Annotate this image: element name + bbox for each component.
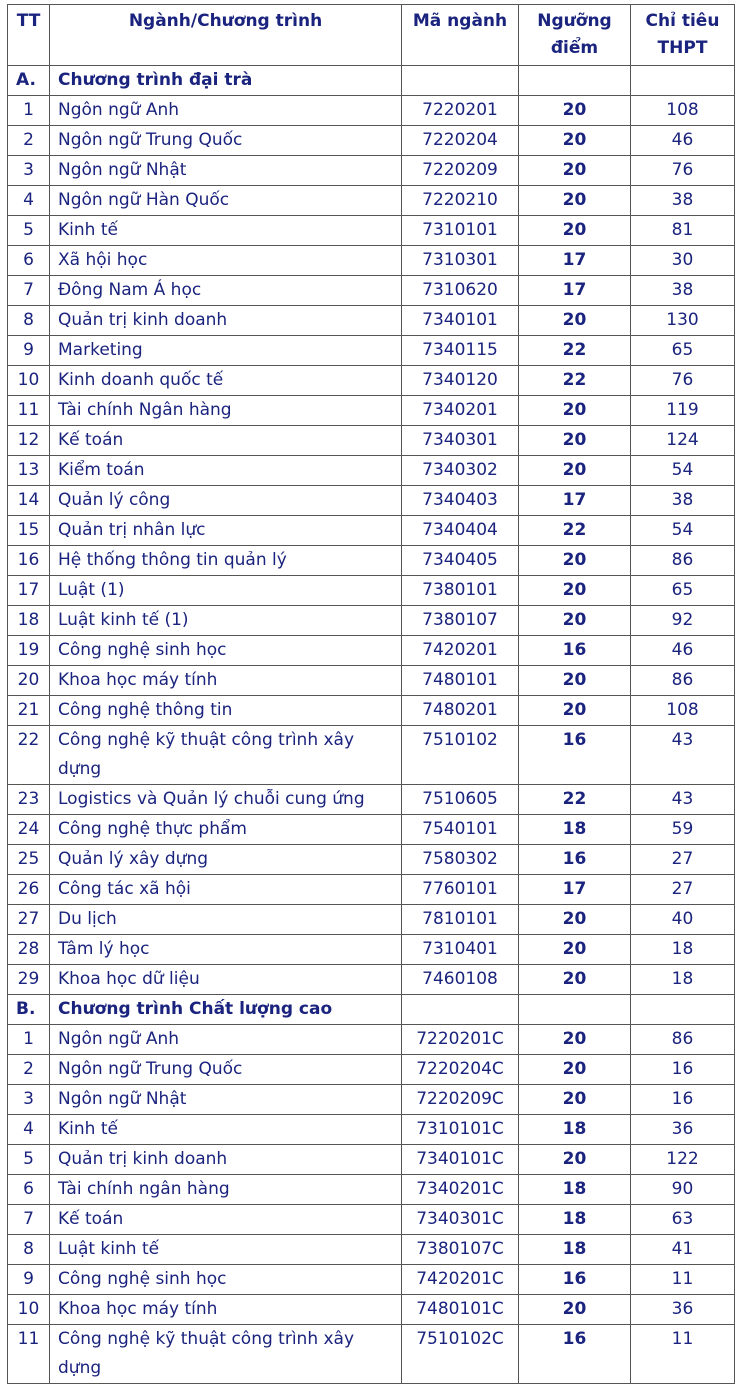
threshold-score: 18 — [519, 1115, 631, 1145]
program-code: 7310301 — [402, 246, 519, 276]
row-number: 8 — [8, 1235, 50, 1265]
table-row — [8, 306, 735, 336]
program-name: Quản trị nhân lực — [50, 516, 402, 546]
header-program: Ngành/Chương trình — [50, 5, 402, 66]
quota-value: 11 — [631, 1265, 735, 1295]
program-code: 7580302 — [402, 845, 519, 875]
program-name: Khoa học dữ liệu — [50, 965, 402, 995]
program-name: Quản trị kinh doanh — [50, 1145, 402, 1175]
header-quota: Chỉ tiêu THPT — [631, 5, 735, 66]
row-number: 19 — [8, 636, 50, 666]
row-number: 6 — [8, 246, 50, 276]
program-code: 7310101C — [402, 1115, 519, 1145]
quota-value: 86 — [631, 666, 735, 696]
table-row — [8, 1085, 735, 1115]
quota-value: 76 — [631, 156, 735, 186]
program-code: 7220209 — [402, 156, 519, 186]
quota-value: 108 — [631, 696, 735, 726]
program-code: 7310620 — [402, 276, 519, 306]
table-row — [8, 1265, 735, 1295]
program-name: Quản lý công — [50, 486, 402, 516]
threshold-score: 20 — [519, 426, 631, 456]
quota-value: 54 — [631, 456, 735, 486]
program-code: 7810101 — [402, 905, 519, 935]
quota-value: 41 — [631, 1235, 735, 1265]
program-code: 7220201C — [402, 1025, 519, 1055]
row-number: 10 — [8, 1295, 50, 1325]
quota-value: 124 — [631, 426, 735, 456]
threshold-score: 20 — [519, 1145, 631, 1175]
threshold-score: 20 — [519, 396, 631, 426]
table-row — [8, 186, 735, 216]
program-code: 7340201 — [402, 396, 519, 426]
row-number: 28 — [8, 935, 50, 965]
table-row — [8, 126, 735, 156]
table-row — [8, 246, 735, 276]
row-number: 29 — [8, 965, 50, 995]
quota-value: 27 — [631, 845, 735, 875]
row-number: 27 — [8, 905, 50, 935]
program-name: Logistics và Quản lý chuỗi cung ứng — [50, 785, 402, 815]
table-row — [8, 426, 735, 456]
row-number: 2 — [8, 126, 50, 156]
quota-value: 54 — [631, 516, 735, 546]
section-row — [8, 995, 735, 1025]
quota-value: 36 — [631, 1115, 735, 1145]
row-number: 21 — [8, 696, 50, 726]
program-code: 7540101 — [402, 815, 519, 845]
table-row — [8, 216, 735, 246]
quota-value: 16 — [631, 1085, 735, 1115]
table-row — [8, 336, 735, 366]
quota-value: 18 — [631, 965, 735, 995]
program-name: Luật kinh tế (1) — [50, 606, 402, 636]
table-row — [8, 636, 735, 666]
program-name: Đông Nam Á học — [50, 276, 402, 306]
threshold-score: 20 — [519, 696, 631, 726]
program-name: Luật (1) — [50, 576, 402, 606]
threshold-score: 20 — [519, 606, 631, 636]
row-number: 15 — [8, 516, 50, 546]
row-number: 20 — [8, 666, 50, 696]
quota-value: 76 — [631, 366, 735, 396]
row-number: 18 — [8, 606, 50, 636]
quota-value: 90 — [631, 1175, 735, 1205]
quota-value: 108 — [631, 96, 735, 126]
threshold-score: 18 — [519, 815, 631, 845]
quota-value: 38 — [631, 186, 735, 216]
quota-value: 38 — [631, 276, 735, 306]
program-name: Ngôn ngữ Nhật — [50, 156, 402, 186]
program-code: 7340101 — [402, 306, 519, 336]
table-row — [8, 96, 735, 126]
program-name: Xã hội học — [50, 246, 402, 276]
program-name: Kế toán — [50, 1205, 402, 1235]
table-row — [8, 366, 735, 396]
row-number: 9 — [8, 1265, 50, 1295]
threshold-score: 17 — [519, 276, 631, 306]
table-row — [8, 576, 735, 606]
row-number: 25 — [8, 845, 50, 875]
table-row — [8, 606, 735, 636]
threshold-score: 16 — [519, 845, 631, 875]
row-number: 22 — [8, 726, 50, 785]
empty-cell — [402, 995, 519, 1025]
program-code: 7340120 — [402, 366, 519, 396]
quota-value: 86 — [631, 1025, 735, 1055]
admission-table — [7, 4, 735, 1384]
program-name: Tài chính ngân hàng — [50, 1175, 402, 1205]
row-number: 11 — [8, 396, 50, 426]
program-code: 7480201 — [402, 696, 519, 726]
program-code: 7380107 — [402, 606, 519, 636]
admission-table-container — [7, 4, 735, 1384]
quota-value: 16 — [631, 1055, 735, 1085]
table-row — [8, 785, 735, 815]
threshold-score: 16 — [519, 636, 631, 666]
threshold-score: 18 — [519, 1235, 631, 1265]
row-number: 16 — [8, 546, 50, 576]
program-name: Ngôn ngữ Anh — [50, 96, 402, 126]
program-code: 7340404 — [402, 516, 519, 546]
row-number: 11 — [8, 1325, 50, 1384]
program-code: 7220209C — [402, 1085, 519, 1115]
quota-value: 46 — [631, 636, 735, 666]
program-code: 7420201C — [402, 1265, 519, 1295]
program-code: 7340101C — [402, 1145, 519, 1175]
program-name: Ngôn ngữ Hàn Quốc — [50, 186, 402, 216]
table-row — [8, 1205, 735, 1235]
threshold-score: 18 — [519, 1175, 631, 1205]
program-code: 7310401 — [402, 935, 519, 965]
threshold-score: 16 — [519, 726, 631, 785]
table-header-row — [8, 5, 735, 66]
row-number: 24 — [8, 815, 50, 845]
row-number: 10 — [8, 366, 50, 396]
header-code: Mã ngành — [402, 5, 519, 66]
section-title: Chương trình Chất lượng cao — [50, 995, 402, 1025]
quota-value: 122 — [631, 1145, 735, 1175]
table-row — [8, 965, 735, 995]
table-row — [8, 1115, 735, 1145]
program-code: 7760101 — [402, 875, 519, 905]
program-code: 7340115 — [402, 336, 519, 366]
quota-value: 46 — [631, 126, 735, 156]
threshold-score: 17 — [519, 246, 631, 276]
program-name: Khoa học máy tính — [50, 1295, 402, 1325]
row-number: 1 — [8, 96, 50, 126]
threshold-score: 16 — [519, 1325, 631, 1384]
table-row — [8, 905, 735, 935]
quota-value: 27 — [631, 875, 735, 905]
program-code: 7220201 — [402, 96, 519, 126]
table-row — [8, 815, 735, 845]
table-body — [8, 66, 735, 1384]
program-code: 7510102C — [402, 1325, 519, 1384]
quota-value: 65 — [631, 576, 735, 606]
empty-cell — [519, 66, 631, 96]
program-name: Kế toán — [50, 426, 402, 456]
threshold-score: 16 — [519, 1265, 631, 1295]
row-number: 17 — [8, 576, 50, 606]
program-code: 7480101C — [402, 1295, 519, 1325]
row-number: 3 — [8, 1085, 50, 1115]
program-name: Ngôn ngữ Nhật — [50, 1085, 402, 1115]
quota-value: 38 — [631, 486, 735, 516]
program-name: Kinh tế — [50, 216, 402, 246]
program-name: Quản lý xây dựng — [50, 845, 402, 875]
threshold-score: 20 — [519, 666, 631, 696]
threshold-score: 20 — [519, 546, 631, 576]
program-name: Du lịch — [50, 905, 402, 935]
program-code: 7510102 — [402, 726, 519, 785]
threshold-score: 20 — [519, 965, 631, 995]
threshold-score: 20 — [519, 216, 631, 246]
program-code: 7340302 — [402, 456, 519, 486]
table-row — [8, 546, 735, 576]
program-code: 7420201 — [402, 636, 519, 666]
quota-value: 18 — [631, 935, 735, 965]
program-code: 7340301C — [402, 1205, 519, 1235]
threshold-score: 20 — [519, 186, 631, 216]
quota-value: 81 — [631, 216, 735, 246]
threshold-score: 18 — [519, 1205, 631, 1235]
program-code: 7310101 — [402, 216, 519, 246]
table-row — [8, 845, 735, 875]
table-row — [8, 726, 735, 785]
program-code: 7480101 — [402, 666, 519, 696]
row-number: 26 — [8, 875, 50, 905]
table-row — [8, 1235, 735, 1265]
threshold-score: 22 — [519, 785, 631, 815]
table-row — [8, 875, 735, 905]
row-number: 2 — [8, 1055, 50, 1085]
empty-cell — [402, 66, 519, 96]
program-name: Ngôn ngữ Trung Quốc — [50, 126, 402, 156]
section-label: A. — [8, 66, 50, 96]
program-code: 7220204 — [402, 126, 519, 156]
quota-value: 63 — [631, 1205, 735, 1235]
quota-value: 130 — [631, 306, 735, 336]
table-row — [8, 396, 735, 426]
row-number: 5 — [8, 1145, 50, 1175]
threshold-score: 20 — [519, 1025, 631, 1055]
threshold-score: 20 — [519, 1295, 631, 1325]
header-tt: TT — [8, 5, 50, 66]
program-code: 7510605 — [402, 785, 519, 815]
empty-cell — [631, 995, 735, 1025]
table-row — [8, 1295, 735, 1325]
threshold-score: 20 — [519, 306, 631, 336]
program-name: Quản trị kinh doanh — [50, 306, 402, 336]
threshold-score: 20 — [519, 905, 631, 935]
program-code: 7340403 — [402, 486, 519, 516]
threshold-score: 20 — [519, 156, 631, 186]
table-row — [8, 156, 735, 186]
program-name: Ngôn ngữ Anh — [50, 1025, 402, 1055]
quota-value: 11 — [631, 1325, 735, 1384]
row-number: 5 — [8, 216, 50, 246]
program-code: 7340301 — [402, 426, 519, 456]
threshold-score: 20 — [519, 1085, 631, 1115]
table-row — [8, 1055, 735, 1085]
program-code: 7460108 — [402, 965, 519, 995]
program-name: Kiểm toán — [50, 456, 402, 486]
table-row — [8, 696, 735, 726]
quota-value: 36 — [631, 1295, 735, 1325]
threshold-score: 17 — [519, 486, 631, 516]
program-name: Kinh tế — [50, 1115, 402, 1145]
threshold-score: 22 — [519, 516, 631, 546]
row-number: 4 — [8, 1115, 50, 1145]
program-name: Công nghệ kỹ thuật công trình xây dựng — [50, 726, 402, 785]
row-number: 13 — [8, 456, 50, 486]
program-code: 7380101 — [402, 576, 519, 606]
program-name: Công nghệ sinh học — [50, 1265, 402, 1295]
program-code: 7220210 — [402, 186, 519, 216]
quota-value: 59 — [631, 815, 735, 845]
program-code: 7340405 — [402, 546, 519, 576]
threshold-score: 22 — [519, 336, 631, 366]
section-label: B. — [8, 995, 50, 1025]
program-name: Công tác xã hội — [50, 875, 402, 905]
row-number: 4 — [8, 186, 50, 216]
row-number: 3 — [8, 156, 50, 186]
program-code: 7340201C — [402, 1175, 519, 1205]
program-code: 7220204C — [402, 1055, 519, 1085]
table-row — [8, 276, 735, 306]
table-row — [8, 666, 735, 696]
empty-cell — [631, 66, 735, 96]
threshold-score: 17 — [519, 875, 631, 905]
quota-value: 119 — [631, 396, 735, 426]
program-name: Hệ thống thông tin quản lý — [50, 546, 402, 576]
table-row — [8, 516, 735, 546]
program-name: Tâm lý học — [50, 935, 402, 965]
program-name: Công nghệ kỹ thuật công trình xây dựng — [50, 1325, 402, 1384]
program-name: Marketing — [50, 336, 402, 366]
program-name: Tài chính Ngân hàng — [50, 396, 402, 426]
quota-value: 86 — [631, 546, 735, 576]
row-number: 9 — [8, 336, 50, 366]
row-number: 12 — [8, 426, 50, 456]
program-name: Khoa học máy tính — [50, 666, 402, 696]
quota-value: 40 — [631, 905, 735, 935]
threshold-score: 20 — [519, 1055, 631, 1085]
row-number: 14 — [8, 486, 50, 516]
quota-value: 43 — [631, 785, 735, 815]
threshold-score: 20 — [519, 935, 631, 965]
quota-value: 65 — [631, 336, 735, 366]
header-score: Ngưỡng điểm — [519, 5, 631, 66]
section-row — [8, 66, 735, 96]
program-name: Ngôn ngữ Trung Quốc — [50, 1055, 402, 1085]
row-number: 6 — [8, 1175, 50, 1205]
table-row — [8, 486, 735, 516]
table-row — [8, 456, 735, 486]
threshold-score: 20 — [519, 456, 631, 486]
threshold-score: 20 — [519, 96, 631, 126]
table-row — [8, 1325, 735, 1384]
table-row — [8, 1175, 735, 1205]
table-row — [8, 1025, 735, 1055]
program-name: Công nghệ thông tin — [50, 696, 402, 726]
threshold-score: 22 — [519, 366, 631, 396]
row-number: 1 — [8, 1025, 50, 1055]
row-number: 23 — [8, 785, 50, 815]
empty-cell — [519, 995, 631, 1025]
program-name: Công nghệ sinh học — [50, 636, 402, 666]
table-row — [8, 1145, 735, 1175]
table-row — [8, 935, 735, 965]
section-title: Chương trình đại trà — [50, 66, 402, 96]
program-name: Công nghệ thực phẩm — [50, 815, 402, 845]
threshold-score: 20 — [519, 576, 631, 606]
program-code: 7380107C — [402, 1235, 519, 1265]
row-number: 7 — [8, 276, 50, 306]
program-name: Kinh doanh quốc tế — [50, 366, 402, 396]
threshold-score: 20 — [519, 126, 631, 156]
quota-value: 43 — [631, 726, 735, 785]
row-number: 7 — [8, 1205, 50, 1235]
quota-value: 92 — [631, 606, 735, 636]
row-number: 8 — [8, 306, 50, 336]
quota-value: 30 — [631, 246, 735, 276]
program-name: Luật kinh tế — [50, 1235, 402, 1265]
